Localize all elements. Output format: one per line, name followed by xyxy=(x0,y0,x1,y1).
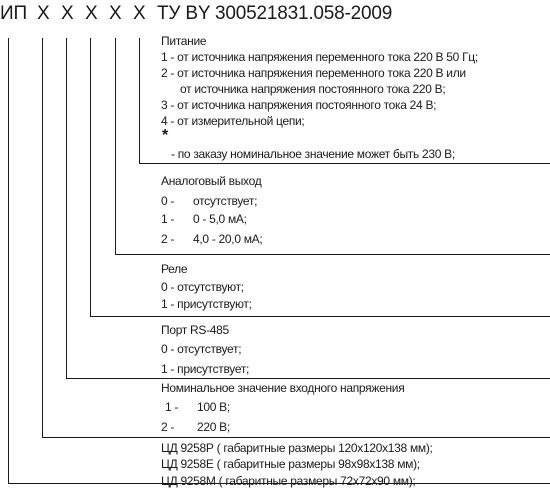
power-option-2-cont: от источника напряжения постоянного тока 220 В; xyxy=(180,82,446,96)
relay-option-1: 1 - присутствуют; xyxy=(161,297,252,311)
power-option-3: 3 - от источника напряжения постоянного тока 24 В; xyxy=(161,98,437,112)
header-standard: ТУ BY 300521831.058-2009 xyxy=(157,3,393,24)
input-voltage-title: Номинальное значение входного напряжения xyxy=(161,381,405,395)
analog-output-code-2: 2 - xyxy=(161,232,175,246)
leader-line-5 xyxy=(115,38,116,254)
leader-line-4 xyxy=(90,38,91,316)
header-prefix: ИП xyxy=(0,3,27,24)
power-footnote: - по заказу номинальное значение может быть 230 В; xyxy=(171,147,455,161)
connector-power xyxy=(139,163,550,164)
header-placeholder-1: X xyxy=(37,3,50,24)
leader-line-1 xyxy=(8,38,9,483)
header-placeholder-4: X xyxy=(109,3,122,24)
housing-option-m: ЦД 9258М ( габаритные размеры 72х72х90 мм); xyxy=(161,474,416,488)
rs485-title: Порт RS-485 xyxy=(161,323,229,337)
input-voltage-code-2: 2 - xyxy=(161,420,175,434)
relay-title: Реле xyxy=(161,262,188,276)
leader-line-3 xyxy=(66,38,67,378)
header-placeholder-2: X xyxy=(61,3,74,24)
analog-output-value-1: 0 - 5,0 мА; xyxy=(193,212,247,226)
connector-analog-output xyxy=(115,254,550,255)
power-option-2: 2 - от источника напряжения переменного тока 220 В или xyxy=(161,66,466,80)
input-voltage-value-2: 220 В; xyxy=(197,420,230,434)
header-placeholder-5: X xyxy=(133,3,146,24)
rs485-option-1: 1 - присутствует; xyxy=(161,362,250,376)
connector-input-voltage xyxy=(42,437,550,438)
housing-option-p: ЦД 9258Р ( габаритные размеры 120х120х138 мм); xyxy=(161,441,433,455)
leader-line-6 xyxy=(139,38,140,163)
housing-option-e: ЦД 9258Е ( габаритные размеры 98х98х138 мм); xyxy=(161,457,420,471)
leader-line-2 xyxy=(42,38,43,437)
input-voltage-code-1: 1 - xyxy=(165,400,179,414)
header-placeholder-3: X xyxy=(85,3,98,24)
analog-output-code-1: 1 - xyxy=(161,212,175,226)
power-option-1: 1 - от источника напряжения переменного тока 220 В 50 Гц; xyxy=(161,50,478,64)
power-option-4: 4 - от измерительной цепи; xyxy=(161,114,305,128)
power-footnote-mark: * xyxy=(162,127,168,144)
relay-option-0: 0 - отсутствуют; xyxy=(161,280,244,294)
analog-output-value-2: 4,0 - 20,0 мА; xyxy=(193,232,263,246)
input-voltage-value-1: 100 В; xyxy=(197,400,230,414)
analog-output-value-0: отсутствует; xyxy=(193,194,258,208)
connector-relay xyxy=(90,316,550,317)
power-title: Питание xyxy=(161,34,207,48)
analog-output-title: Аналоговый выход xyxy=(161,174,262,188)
analog-output-code-0: 0 - xyxy=(161,194,175,208)
connector-rs485 xyxy=(66,378,550,379)
rs485-option-0: 0 - отсутствует; xyxy=(161,342,242,356)
